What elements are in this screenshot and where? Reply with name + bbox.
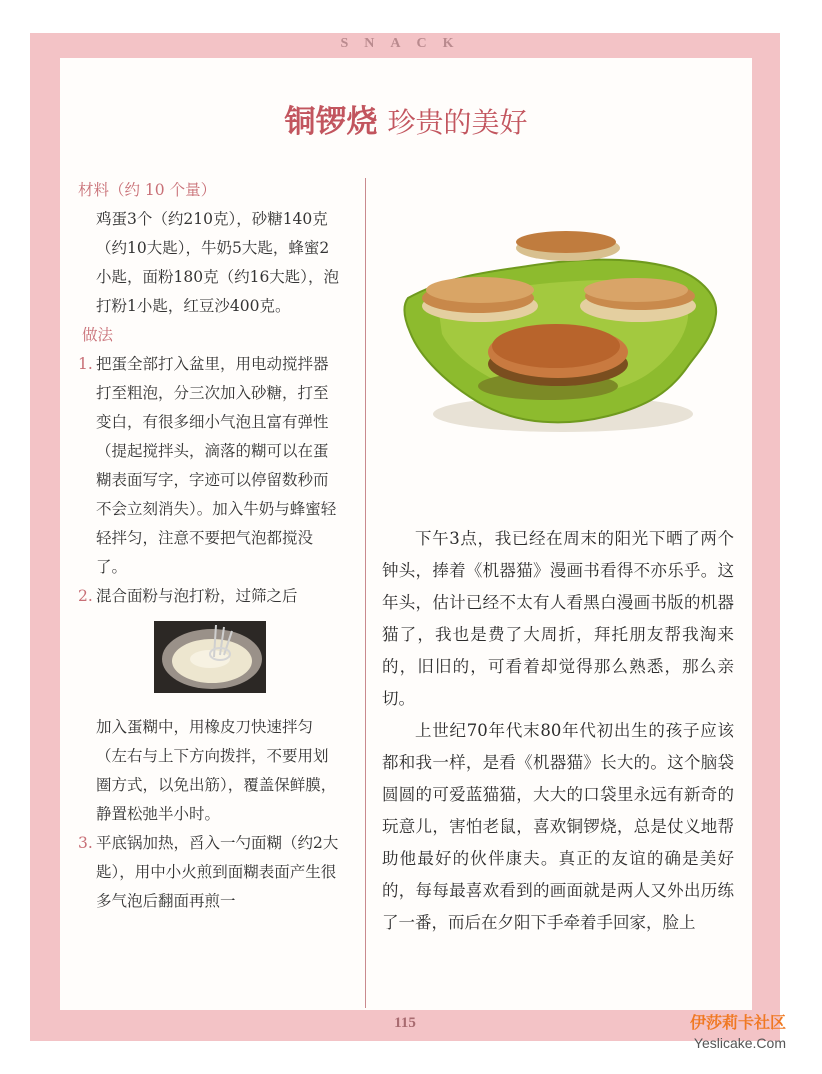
essay-column (382, 523, 734, 939)
essay-paragraph: 下午3点，我已经在周末的阳光下晒了两个钟头，捧着《机器猫》漫画书看得不亦乐乎。这年头，估计已经不太有人看黑白漫画书版的机器猫了，我也是费了大周折，拜托朋友帮我淘来的，旧旧的，可看着却觉得那么熟悉，那么亲切。 (382, 529, 734, 708)
method-step (78, 829, 340, 916)
page-title (60, 96, 752, 141)
step-number: 3. (78, 834, 93, 852)
step-number: 1. (78, 355, 93, 373)
step-number: 2. (78, 587, 93, 605)
watermark-chinese: 伊莎莉卡社区 (689, 1013, 786, 1032)
mixing-bowl-photo (154, 621, 266, 693)
method-step (78, 350, 340, 582)
site-watermark (690, 1010, 786, 1051)
title-subtitle: 珍贵的美好 (387, 106, 528, 139)
column-divider (365, 178, 366, 1008)
section-header: SNACK (340, 36, 470, 51)
page-content (60, 58, 752, 1010)
step-text: 平底锅加热，舀入一勺面糊（约2大匙），用中小火煎到面糊表面产生很多气泡后翻面再煎一 (96, 834, 339, 910)
title-main: 铜锣烧 (284, 104, 378, 140)
step-text: 加入蛋糊中，用橡皮刀快速拌匀（左右与上下方向拨拌，不要用划圈方式，以免出筋），覆盖保鲜膜，静置松弛半小时。 (96, 718, 337, 823)
step-text: 混合面粉与泡打粉，过筛之后 (96, 587, 298, 605)
step-text: 把蛋全部打入盆里，用电动搅拌器打至粗泡，分三次加入砂糖，打至变白，有很多细小气泡且富有弹性（提起搅拌头，滴落的糊可以在蛋糊表面写字，字迹可以停留数秒而不会立刻消失）。加入牛奶与蜂蜜轻轻拌匀，注意不要把气泡都搅没了。 (96, 355, 337, 576)
essay-paragraph: 上世纪70年代末80年代初出生的孩子应该都和我一样，是看《机器猫》长大的。这个脑袋圆圆的可爱蓝猫猫，大大的口袋里永远有新奇的玩意儿，害怕老鼠，喜欢铜锣烧，总是仗义地帮助他最好的伙伴康夫。真正的友谊的确是美好的，每每最喜欢看到的画面就是两人又外出历练了一番，而后在夕阳下手牵着手回家，脸上 (382, 721, 734, 932)
ingredients-text: 鸡蛋3个（约210克），砂糖140克（约10大匙），牛奶5大匙，蜂蜜2小匙，面粉180克（约16大匙），泡打粉1小匙，红豆沙400克。 (96, 210, 340, 315)
method-step-continuation (78, 713, 340, 829)
recipe-column (78, 176, 340, 916)
method-heading: 做法 (82, 326, 114, 344)
ingredients-heading: 材料（约 10 个量） (78, 181, 217, 199)
watermark-url: Yeslicake.Com (693, 1035, 786, 1051)
method-step (78, 582, 340, 611)
dorayaki-plate-photo (398, 206, 718, 456)
page-number: 115 (394, 1015, 416, 1031)
